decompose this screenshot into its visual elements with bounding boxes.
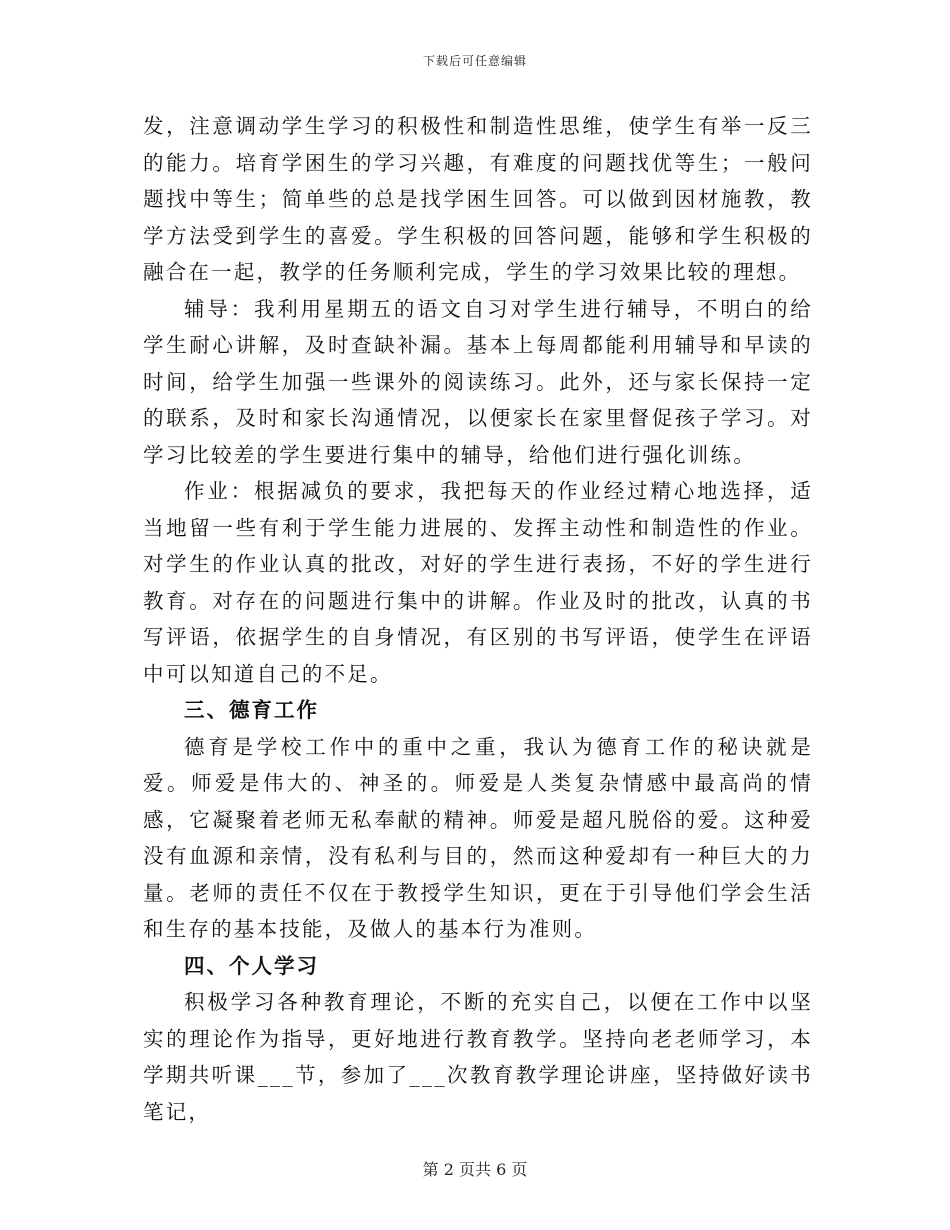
paragraph-moral-education: 德育是学校工作中的重中之重，我认为德育工作的秘诀就是爱。师爱是伟大的、神圣的。师爱是人类复杂情感中最高尚的情感，它凝聚着老师无私奉献的精神。师爱是超凡脱俗的爱。这种爱没有血源和亲情，没有私利与目的，然而这种爱却有一种巨大的力量。老师的责任不仅在于教授学生知识，更在于引导他们学会生活和生存的基本技能，及做人的基本行为准则。 bbox=[143, 734, 813, 941]
page-footer: 第 2 页共 6 页 bbox=[422, 1160, 528, 1179]
page-header: 下载后可任意编辑 bbox=[422, 54, 527, 68]
paragraph-tutoring: 辅导：我利用星期五的语文自习对学生进行辅导，不明白的给学生耐心讲解，及时查缺补漏。基本上每周都能利用辅导和早读的时间，给学生加强一些课外的阅读练习。此外，还与家长保持一定的联系，及时和家长沟通情况，以便家长在家里督促孩子学习。对学习比较差的学生要进行集中的辅导，给他们进行强化训练。 bbox=[143, 296, 813, 467]
paragraph-continuation: 发，注意调动学生学习的积极性和制造性思维，使学生有举一反三的能力。培育学困生的学习兴趣，有难度的问题找优等生；一般问题找中等生；简单些的总是找学困生回答。可以做到因材施教，教学方法受到学生的喜爱。学生积极的回答问题，能够和学生积极的融合在一起，教学的任务顺利完成，学生的学习效果比较的理想。 bbox=[143, 114, 813, 284]
section-heading-personal-study: 四、个人学习 bbox=[184, 953, 319, 978]
paragraph-personal-study: 积极学习各种教育理论，不断的充实自己，以便在工作中以坚实的理论作为指导，更好地进行教育教学。坚持向老老师学习，本学期共听课___节，参加了___次教育教学理论讲座，坚持做好读书笔记， bbox=[143, 990, 813, 1124]
document-body bbox=[143, 108, 813, 1130]
section-heading-moral-education: 三、德育工作 bbox=[184, 698, 319, 722]
paragraph-homework: 作业：根据减负的要求，我把每天的作业经过精心地选择，适当地留一些有利于学生能力进展的、发挥主动性和制造性的作业。对学生的作业认真的批改，对好的学生进行表扬，不好的学生进行教育。对存在的问题进行集中的讲解。作业及时的批改，认真的书写评语，依据学生的自身情况，有区别的书写评语，使学生在评语中可以知道自己的不足。 bbox=[143, 479, 813, 686]
